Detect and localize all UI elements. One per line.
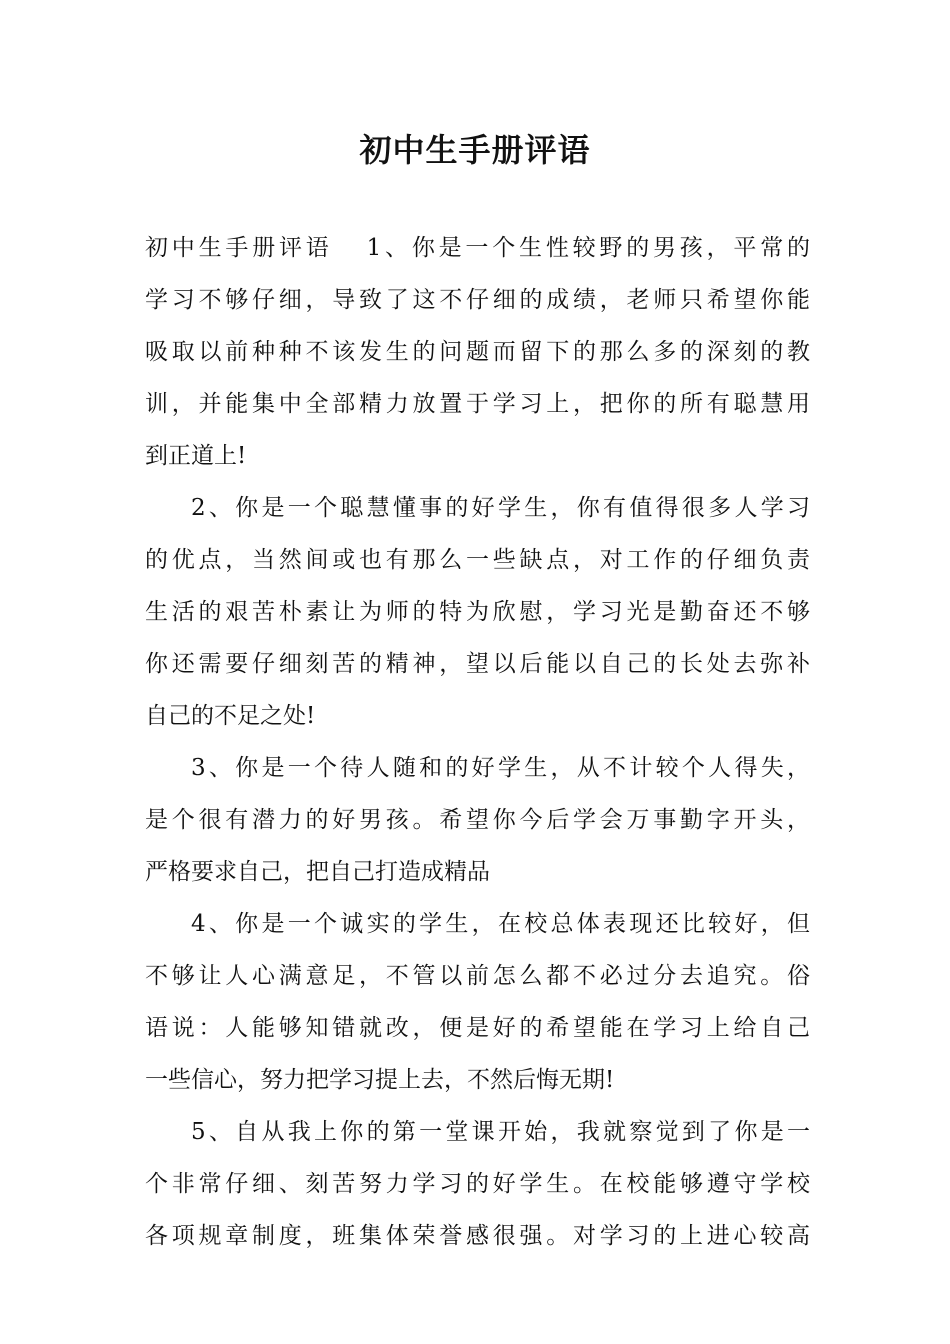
paragraph-start-line: 5、自从我上你的第一堂课开始，我就察觉到了你是一	[191, 1119, 810, 1145]
paragraph-start-line: 2、你是一个聪慧懂事的好学生，你有值得很多人学习	[191, 495, 810, 521]
inline-heading: 初中生手册评语	[145, 235, 333, 261]
paragraph-start-line: 3、你是一个待人随和的好学生，从不计较个人得失，	[191, 755, 810, 781]
text-line: 的优点，当然间或也有那么一些缺点，对工作的仔细负责	[145, 547, 810, 573]
text-line: 吸取以前种种不该发生的问题而留下的那么多的深刻的教	[145, 339, 810, 365]
text-line: 训，并能集中全部精力放置于学习上，把你的所有聪慧用	[145, 391, 810, 417]
text-line	[145, 222, 810, 274]
text-line: 各项规章制度，班集体荣誉感很强。对学习的上进心较高	[145, 1223, 810, 1249]
text-line: 一些信心，努力把学习提上去，不然后悔无期!	[145, 1067, 615, 1093]
text-line: 自己的不足之处!	[145, 703, 316, 729]
text-line: 是个很有潜力的好男孩。希望你今后学会万事勤字开头，	[145, 807, 810, 833]
document-title: 初中生手册评语	[359, 131, 591, 169]
document-body	[145, 222, 810, 1262]
text-line: 学习不够仔细，导致了这不仔细的成绩，老师只希望你能	[145, 287, 810, 313]
text-line: 到正道上!	[145, 443, 247, 469]
text-line: 不够让人心满意足，不管以前怎么都不必过分去追究。俗	[145, 963, 810, 989]
text-line: 生活的艰苦朴素让为师的特为欣慰，学习光是勤奋还不够	[145, 599, 810, 625]
text-line: 个非常仔细、刻苦努力学习的好学生。在校能够遵守学校	[145, 1171, 810, 1197]
text-line: 严格要求自己，把自己打造成精品	[145, 859, 490, 885]
comment-1-start: 1、你是一个生性较野的男孩，平常的	[366, 235, 810, 261]
text-line: 你还需要仔细刻苦的精神，望以后能以自己的长处去弥补	[145, 651, 810, 677]
text-line: 语说：人能够知错就改，便是好的希望能在学习上给自己	[145, 1015, 810, 1041]
paragraph-start-line: 4、你是一个诚实的学生，在校总体表现还比较好，但	[191, 911, 810, 937]
